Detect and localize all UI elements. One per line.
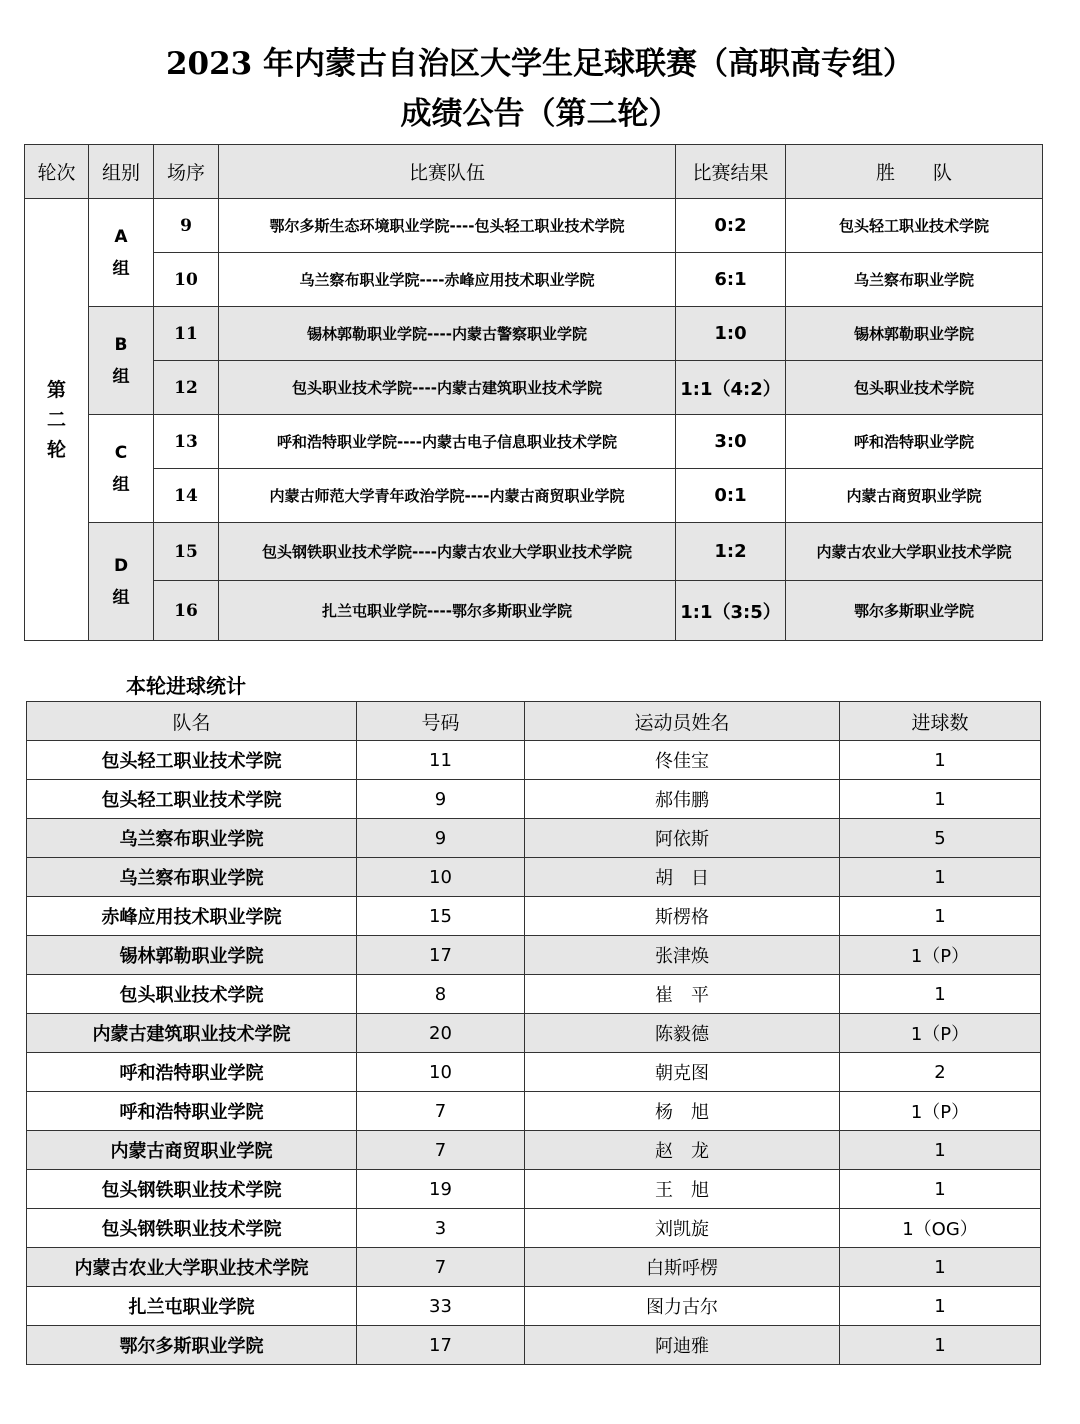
goals-cell: 1 [840, 897, 1041, 936]
team-cell: 赤峰应用技术职业学院 [27, 897, 357, 936]
player-cell: 白斯呼楞 [525, 1248, 840, 1287]
table-row [27, 1131, 1041, 1170]
match-no: 13 [154, 415, 219, 469]
match-score: 1:2 [676, 523, 786, 581]
team-cell: 包头轻工职业技术学院 [27, 780, 357, 819]
number-cell: 9 [357, 780, 525, 819]
team-cell: 内蒙古建筑职业技术学院 [27, 1014, 357, 1053]
match-score: 6:1 [676, 253, 786, 307]
header-group: 组别 [89, 145, 154, 199]
goals-cell: 1 [840, 858, 1041, 897]
match-teams: 锡林郭勒职业学院----内蒙古警察职业学院 [219, 307, 676, 361]
header-number: 号码 [357, 702, 525, 741]
group-label [89, 199, 154, 307]
table-row [27, 1326, 1041, 1365]
team-cell: 乌兰察布职业学院 [27, 819, 357, 858]
table-row [27, 1092, 1041, 1131]
table-row [25, 581, 1043, 641]
number-cell: 3 [357, 1209, 525, 1248]
player-cell: 佟佳宝 [525, 741, 840, 780]
match-winner: 锡林郭勒职业学院 [786, 307, 1043, 361]
player-cell: 阿依斯 [525, 819, 840, 858]
table-row [27, 1170, 1041, 1209]
table-row [27, 819, 1041, 858]
match-no: 16 [154, 581, 219, 641]
number-cell: 20 [357, 1014, 525, 1053]
header-goals: 进球数 [840, 702, 1041, 741]
table-row [27, 780, 1041, 819]
goals-cell: 5 [840, 819, 1041, 858]
table-row [25, 253, 1043, 307]
number-cell: 11 [357, 741, 525, 780]
number-cell: 15 [357, 897, 525, 936]
number-cell: 19 [357, 1170, 525, 1209]
group-label [89, 307, 154, 415]
page-title: 2023 年内蒙古自治区大学生足球联赛（高职高专组） [165, 46, 915, 82]
table-row [25, 523, 1043, 581]
goals-cell: 1 [840, 1170, 1041, 1209]
table-row [27, 897, 1041, 936]
number-cell: 7 [357, 1092, 525, 1131]
header-teams: 比赛队伍 [219, 145, 676, 199]
table-row [27, 741, 1041, 780]
player-cell: 郝伟鹏 [525, 780, 840, 819]
goals-cell: 1（OG） [840, 1209, 1041, 1248]
team-cell: 包头轻工职业技术学院 [27, 741, 357, 780]
team-cell: 包头钢铁职业技术学院 [27, 1170, 357, 1209]
goals-cell: 1 [840, 1131, 1041, 1170]
player-cell: 胡 日 [525, 858, 840, 897]
goals-cell: 1 [840, 1248, 1041, 1287]
match-score: 1:1（3:5） [676, 581, 786, 641]
goals-section-title: 本轮进球统计 [126, 674, 246, 698]
team-cell: 呼和浩特职业学院 [27, 1092, 357, 1131]
number-cell: 10 [357, 1053, 525, 1092]
player-cell: 杨 旭 [525, 1092, 840, 1131]
number-cell: 33 [357, 1287, 525, 1326]
goals-cell: 1 [840, 1287, 1041, 1326]
match-teams: 内蒙古师范大学青年政治学院----内蒙古商贸职业学院 [219, 469, 676, 523]
table-row [25, 199, 1043, 253]
table-row [27, 1209, 1041, 1248]
match-teams: 乌兰察布职业学院----赤峰应用技术职业学院 [219, 253, 676, 307]
goals-cell: 1（P） [840, 1092, 1041, 1131]
match-teams: 包头钢铁职业技术学院----内蒙古农业大学职业技术学院 [219, 523, 676, 581]
table-row [25, 469, 1043, 523]
header-result: 比赛结果 [676, 145, 786, 199]
match-no: 9 [154, 199, 219, 253]
header-player: 运动员姓名 [525, 702, 840, 741]
team-cell: 包头钢铁职业技术学院 [27, 1209, 357, 1248]
page-subtitle: 成绩公告（第二轮） [400, 96, 680, 132]
match-no: 10 [154, 253, 219, 307]
goals-header-row [27, 702, 1041, 741]
match-no: 11 [154, 307, 219, 361]
goals-cell: 2 [840, 1053, 1041, 1092]
group-label [89, 415, 154, 523]
player-cell: 张津焕 [525, 936, 840, 975]
goals-cell: 1 [840, 1326, 1041, 1365]
match-score: 1:0 [676, 307, 786, 361]
player-cell: 刘凯旋 [525, 1209, 840, 1248]
match-no: 12 [154, 361, 219, 415]
team-cell: 锡林郭勒职业学院 [27, 936, 357, 975]
match-no: 15 [154, 523, 219, 581]
header-round: 轮次 [25, 145, 89, 199]
match-teams: 呼和浩特职业学院----内蒙古电子信息职业技术学院 [219, 415, 676, 469]
player-cell: 阿迪雅 [525, 1326, 840, 1365]
table-row [25, 415, 1043, 469]
match-teams: 鄂尔多斯生态环境职业学院----包头轻工职业技术学院 [219, 199, 676, 253]
header-match-no: 场序 [154, 145, 219, 199]
number-cell: 7 [357, 1248, 525, 1287]
player-cell: 朝克图 [525, 1053, 840, 1092]
table-row [27, 1053, 1041, 1092]
table-row [27, 858, 1041, 897]
group-label-text: C 组 [112, 442, 130, 495]
number-cell: 10 [357, 858, 525, 897]
number-cell: 9 [357, 819, 525, 858]
match-teams: 扎兰屯职业学院----鄂尔多斯职业学院 [219, 581, 676, 641]
match-score: 0:1 [676, 469, 786, 523]
team-cell: 鄂尔多斯职业学院 [27, 1326, 357, 1365]
header-winner: 胜 队 [786, 145, 1043, 199]
match-winner: 内蒙古农业大学职业技术学院 [786, 523, 1043, 581]
match-teams: 包头职业技术学院----内蒙古建筑职业技术学院 [219, 361, 676, 415]
player-cell: 图力古尔 [525, 1287, 840, 1326]
table-row [25, 361, 1043, 415]
goals-cell: 1（P） [840, 1014, 1041, 1053]
group-label-text: D 组 [112, 555, 130, 608]
match-winner: 乌兰察布职业学院 [786, 253, 1043, 307]
match-winner: 鄂尔多斯职业学院 [786, 581, 1043, 641]
table-row [27, 975, 1041, 1014]
team-cell: 内蒙古商贸职业学院 [27, 1131, 357, 1170]
team-cell: 包头职业技术学院 [27, 975, 357, 1014]
player-cell: 王 旭 [525, 1170, 840, 1209]
number-cell: 8 [357, 975, 525, 1014]
table-row [27, 1248, 1041, 1287]
match-score: 1:1（4:2） [676, 361, 786, 415]
match-score: 3:0 [676, 415, 786, 469]
round-label-text: 第 二 轮 [46, 378, 66, 461]
number-cell: 7 [357, 1131, 525, 1170]
results-header-row [25, 145, 1043, 199]
group-label-text: A 组 [112, 226, 130, 279]
match-score: 0:2 [676, 199, 786, 253]
match-winner: 包头轻工职业技术学院 [786, 199, 1043, 253]
table-row [27, 1287, 1041, 1326]
goals-cell: 1（P） [840, 936, 1041, 975]
results-table [24, 144, 1043, 641]
team-cell: 呼和浩特职业学院 [27, 1053, 357, 1092]
team-cell: 内蒙古农业大学职业技术学院 [27, 1248, 357, 1287]
goals-cell: 1 [840, 975, 1041, 1014]
match-winner: 呼和浩特职业学院 [786, 415, 1043, 469]
number-cell: 17 [357, 936, 525, 975]
player-cell: 陈毅德 [525, 1014, 840, 1053]
table-row [27, 936, 1041, 975]
number-cell: 17 [357, 1326, 525, 1365]
player-cell: 斯楞格 [525, 897, 840, 936]
goals-cell: 1 [840, 741, 1041, 780]
round-label [25, 199, 89, 641]
player-cell: 崔 平 [525, 975, 840, 1014]
header-team: 队名 [27, 702, 357, 741]
goals-table [26, 701, 1041, 1365]
match-no: 14 [154, 469, 219, 523]
match-winner: 包头职业技术学院 [786, 361, 1043, 415]
group-label [89, 523, 154, 641]
table-row [25, 307, 1043, 361]
team-cell: 扎兰屯职业学院 [27, 1287, 357, 1326]
team-cell: 乌兰察布职业学院 [27, 858, 357, 897]
goals-cell: 1 [840, 780, 1041, 819]
match-winner: 内蒙古商贸职业学院 [786, 469, 1043, 523]
table-row [27, 1014, 1041, 1053]
player-cell: 赵 龙 [525, 1131, 840, 1170]
group-label-text: B 组 [112, 334, 130, 387]
